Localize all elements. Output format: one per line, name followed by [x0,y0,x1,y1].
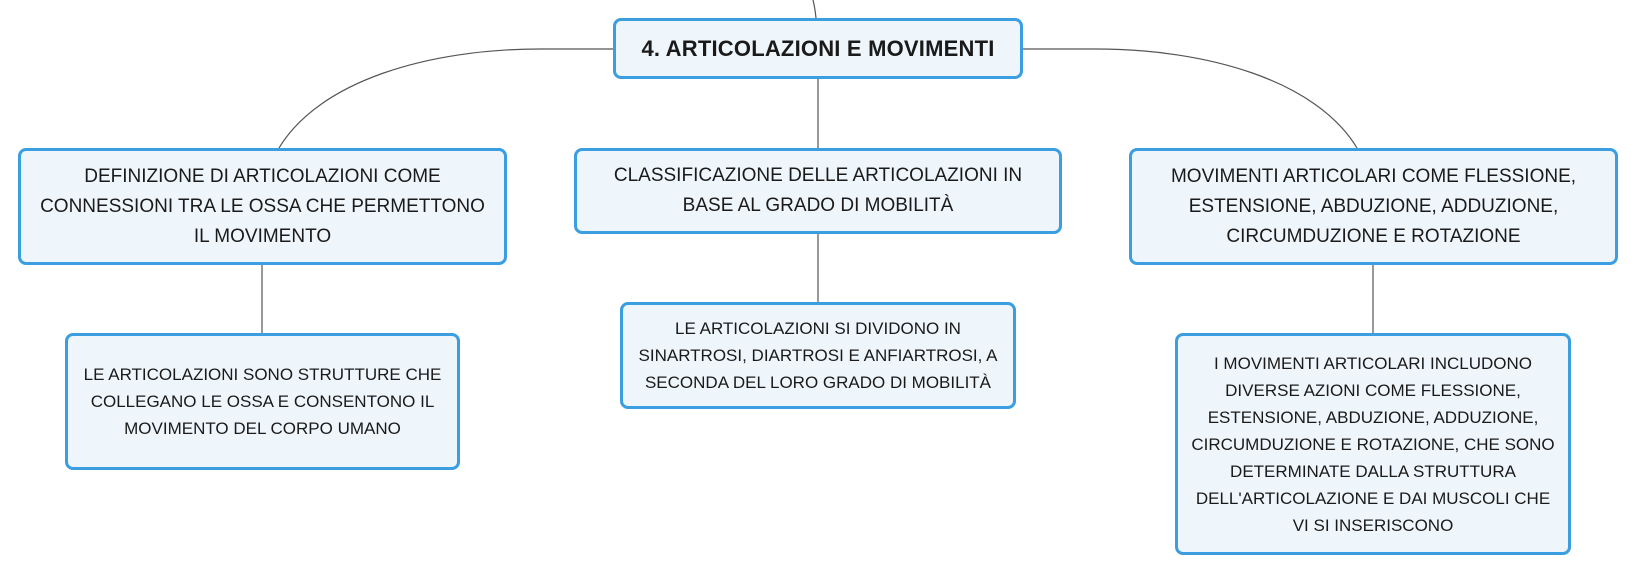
root-topic-label: 4. ARTICOLAZIONI E MOVIMENTI [641,35,995,61]
connector-parent-root [813,0,816,18]
connector-root-topic-1 [279,49,613,148]
topic-joint-classification[interactable] [574,148,1062,234]
subtopic-joint-classification-detail[interactable] [620,302,1016,409]
topic-label: MOVIMENTI ARTICOLARI COME FLESSIONE, ESTENSIONE, ABDUZIONE, ADDUZIONE, CIRCUMDUZIONE E ROTAZIONE [1170,165,1577,247]
subtopic-label: I MOVIMENTI ARTICOLARI INCLUDONO DIVERSE AZIONI COME FLESSIONE, ESTENSIONE, ABDUZIONE, ADDUZIONE, CIRCUMDUZIONE E ROTAZIONE, CHE SONO DETERMINATE DALLA STRUTTURA DELL'ARTICOLAZIONE E DAI MUSCOLI CHE VI SI INSERISCONO [1191,353,1555,535]
topic-label: DEFINIZIONE DI ARTICOLAZIONI COME CONNESSIONI TRA LE OSSA CHE PERMETTONO IL MOVIMENTO [40,165,485,247]
subtopic-label: LE ARTICOLAZIONI SI DIVIDONO IN SINARTROSI, DIARTROSI E ANFIARTROSI, A SECONDA DEL LORO GRADO DI MOBILITÀ [638,319,998,392]
subtopic-label: LE ARTICOLAZIONI SONO STRUTTURE CHE COLLEGANO LE OSSA E CONSENTONO IL MOVIMENTO DEL CORPO UMANO [83,365,442,438]
connector-root-topic-3 [1023,49,1357,148]
topic-joint-definition[interactable] [18,148,507,265]
root-topic[interactable] [613,18,1023,79]
subtopic-joint-movements-detail[interactable] [1175,333,1571,555]
subtopic-joint-definition-detail[interactable] [65,333,460,470]
topic-label: CLASSIFICAZIONE DELLE ARTICOLAZIONI IN BASE AL GRADO DI MOBILITÀ [613,165,1023,216]
topic-joint-movements[interactable] [1129,148,1618,265]
